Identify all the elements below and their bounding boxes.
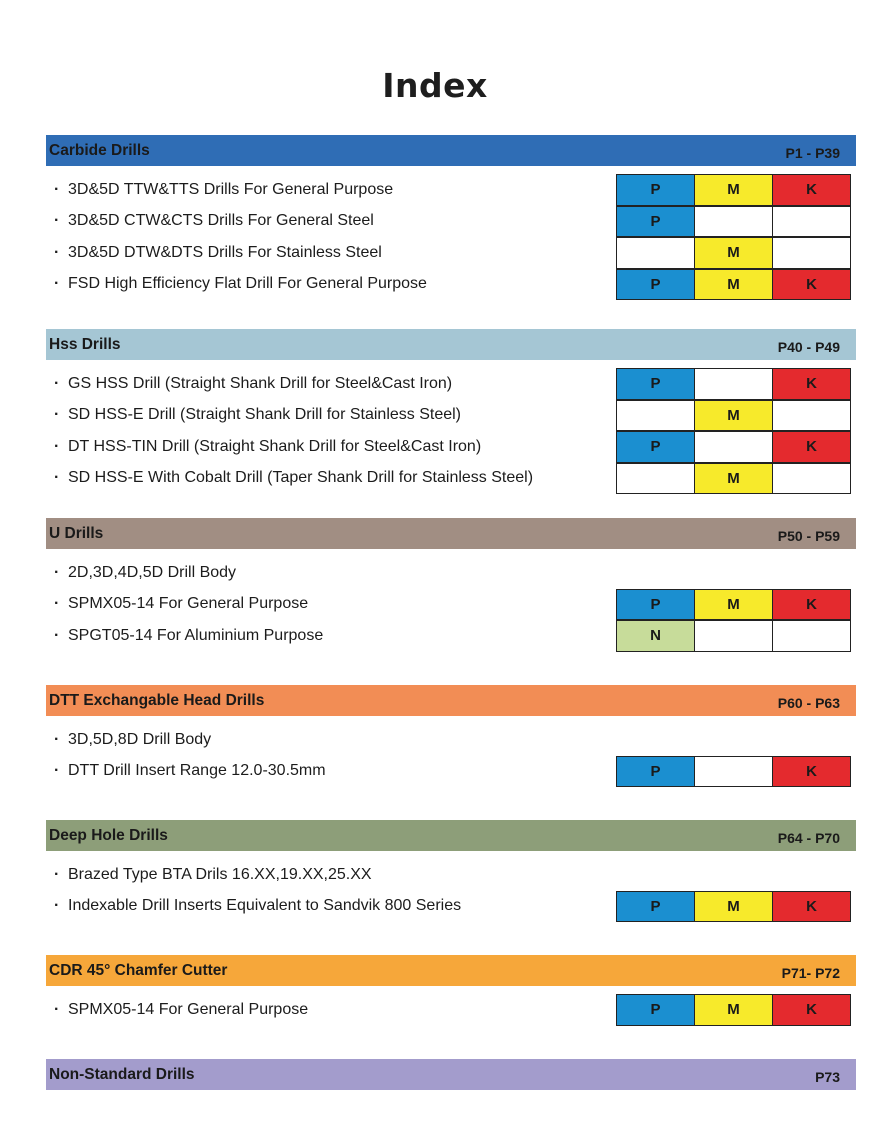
item-label: · FSD High Efficiency Flat Drill For General Purpose — [54, 275, 427, 293]
material-k-cell: K — [772, 891, 851, 923]
section-pages: P1 - P39 — [785, 144, 840, 161]
item-label: · 2D,3D,4D,5D Drill Body — [54, 563, 237, 581]
material-k-cell: K — [772, 431, 851, 463]
section-0 — [46, 135, 856, 300]
section-title: DTT Exchangable Head Drills — [49, 691, 265, 709]
section-pages: P71- P72 — [781, 964, 840, 981]
material-m-cell: M — [694, 237, 773, 269]
material-p-cell: P — [616, 589, 695, 621]
list-item[interactable] — [46, 269, 856, 301]
section-header[interactable] — [46, 518, 856, 549]
bullet-icon: · — [54, 595, 60, 613]
item-label: · Brazed Type BTA Drils 16.XX,19.XX,25.XX — [54, 865, 372, 883]
material-grid — [616, 620, 851, 652]
empty-cell — [616, 400, 695, 432]
material-m-cell: M — [694, 463, 773, 495]
bullet-icon: · — [54, 275, 60, 293]
list-item[interactable] — [46, 431, 856, 463]
section-header[interactable] — [46, 685, 856, 716]
material-grid — [616, 756, 851, 788]
item-label: · SPMX05-14 For General Purpose — [54, 595, 309, 613]
section-pages: P40 - P49 — [777, 338, 840, 355]
list-item[interactable] — [46, 368, 856, 400]
material-m-cell: M — [694, 994, 773, 1026]
material-grid — [616, 431, 851, 463]
section-1 — [46, 329, 856, 494]
material-grid — [616, 891, 851, 923]
section-6 — [46, 1059, 856, 1098]
material-p-cell: P — [616, 891, 695, 923]
list-item[interactable] — [46, 756, 856, 788]
empty-cell — [694, 368, 773, 400]
section-pages: P50 - P59 — [777, 527, 840, 544]
empty-cell — [772, 237, 851, 269]
item-label: · SD HSS-E Drill (Straight Shank Drill for Stainless Steel) — [54, 406, 462, 424]
section-pages: P64 - P70 — [777, 829, 840, 846]
material-grid — [616, 994, 851, 1026]
item-label: · SPGT05-14 For Aluminium Purpose — [54, 626, 324, 644]
empty-cell — [694, 206, 773, 238]
material-k-cell: K — [772, 756, 851, 788]
empty-cell — [772, 620, 851, 652]
empty-cell — [616, 463, 695, 495]
bullet-icon: · — [54, 469, 60, 487]
bullet-icon: · — [54, 212, 60, 230]
item-label: · DTT Drill Insert Range 12.0-30.5mm — [54, 762, 326, 780]
material-m-cell: M — [694, 269, 773, 301]
section-header[interactable] — [46, 820, 856, 851]
section-title: Hss Drills — [49, 335, 121, 353]
section-header[interactable] — [46, 1059, 856, 1090]
material-grid — [616, 463, 851, 495]
material-p-cell: P — [616, 756, 695, 788]
bullet-icon: · — [54, 406, 60, 424]
item-label: · 3D,5D,8D Drill Body — [54, 730, 212, 748]
material-grid — [616, 269, 851, 301]
section-title: Deep Hole Drills — [49, 826, 168, 844]
list-item[interactable] — [46, 400, 856, 432]
material-m-cell: M — [694, 400, 773, 432]
material-k-cell: K — [772, 368, 851, 400]
item-label: · 3D&5D DTW&DTS Drills For Stainless Steel — [54, 243, 382, 261]
item-label: · Indexable Drill Inserts Equivalent to Sandvik 800 Series — [54, 897, 462, 915]
list-item[interactable] — [46, 891, 856, 923]
material-grid — [616, 368, 851, 400]
material-p-cell: P — [616, 269, 695, 301]
bullet-icon: · — [54, 730, 60, 748]
section-2 — [46, 518, 856, 652]
material-grid — [616, 206, 851, 238]
list-item[interactable] — [46, 463, 856, 495]
bullet-icon: · — [54, 897, 60, 915]
bullet-icon: · — [54, 437, 60, 455]
list-item[interactable] — [46, 237, 856, 269]
item-label: · SD HSS-E With Cobalt Drill (Taper Shank Drill for Stainless Steel) — [54, 469, 534, 487]
page-title: Index — [382, 66, 488, 105]
list-item[interactable] — [46, 589, 856, 621]
section-5 — [46, 955, 856, 1026]
bullet-icon: · — [54, 865, 60, 883]
material-grid — [616, 174, 851, 206]
list-item[interactable] — [46, 724, 856, 756]
list-item[interactable] — [46, 994, 856, 1026]
material-p-cell: P — [616, 174, 695, 206]
bullet-icon: · — [54, 563, 60, 581]
section-header[interactable] — [46, 955, 856, 986]
material-m-cell: M — [694, 174, 773, 206]
material-p-cell: P — [616, 431, 695, 463]
material-grid — [616, 589, 851, 621]
bullet-icon: · — [54, 626, 60, 644]
empty-cell — [694, 756, 773, 788]
material-p-cell: P — [616, 206, 695, 238]
empty-cell — [616, 237, 695, 269]
section-pages: P73 — [815, 1068, 840, 1085]
item-label: · 3D&5D TTW&TTS Drills For General Purpose — [54, 180, 394, 198]
section-title: CDR 45° Chamfer Cutter — [49, 961, 228, 979]
section-title: Non-Standard Drills — [49, 1065, 195, 1083]
item-label: · GS HSS Drill (Straight Shank Drill for Steel&Cast Iron) — [54, 374, 453, 392]
material-k-cell: K — [772, 269, 851, 301]
material-grid — [616, 400, 851, 432]
list-item[interactable] — [46, 620, 856, 652]
material-p-cell: P — [616, 994, 695, 1026]
section-pages: P60 - P63 — [777, 694, 840, 711]
bullet-icon: · — [54, 374, 60, 392]
material-grid — [616, 237, 851, 269]
bullet-icon: · — [54, 180, 60, 198]
list-item[interactable] — [46, 557, 856, 589]
material-m-cell: M — [694, 589, 773, 621]
list-item[interactable] — [46, 859, 856, 891]
section-4 — [46, 820, 856, 922]
empty-cell — [772, 206, 851, 238]
item-label: · DT HSS-TIN Drill (Straight Shank Drill for Steel&Cast Iron) — [54, 437, 482, 455]
list-item[interactable] — [46, 174, 856, 206]
material-m-cell: M — [694, 891, 773, 923]
material-p-cell: P — [616, 368, 695, 400]
material-n-cell: N — [616, 620, 695, 652]
item-label: · 3D&5D CTW&CTS Drills For General Steel — [54, 212, 374, 230]
empty-cell — [772, 463, 851, 495]
list-item[interactable] — [46, 206, 856, 238]
section-3 — [46, 685, 856, 787]
bullet-icon: · — [54, 1000, 60, 1018]
section-title: U Drills — [49, 524, 104, 542]
bullet-icon: · — [54, 243, 60, 261]
empty-cell — [772, 400, 851, 432]
section-header[interactable] — [46, 135, 856, 166]
section-header[interactable] — [46, 329, 856, 360]
bullet-icon: · — [54, 762, 60, 780]
material-k-cell: K — [772, 174, 851, 206]
section-title: Carbide Drills — [49, 141, 150, 159]
item-label: · SPMX05-14 For General Purpose — [54, 1000, 309, 1018]
material-k-cell: K — [772, 589, 851, 621]
empty-cell — [694, 431, 773, 463]
material-k-cell: K — [772, 994, 851, 1026]
empty-cell — [694, 620, 773, 652]
